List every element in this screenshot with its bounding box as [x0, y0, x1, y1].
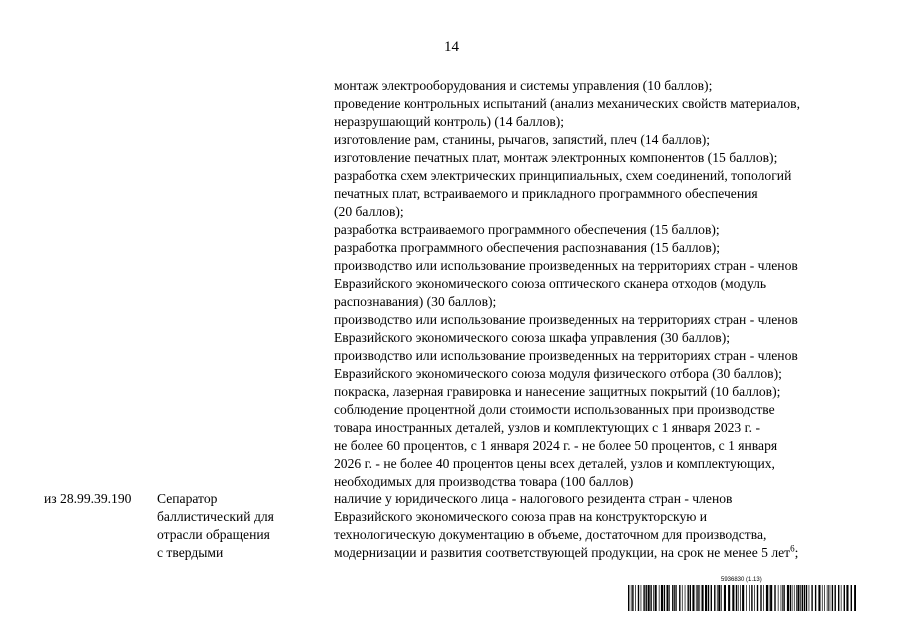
entry-requirements	[334, 490, 874, 562]
barcode-bar	[787, 585, 789, 611]
barcode-bar	[804, 585, 805, 611]
barcode-bar	[718, 585, 720, 611]
barcode-bar	[822, 585, 823, 611]
barcode-bar	[702, 585, 704, 611]
barcode-bar	[832, 585, 833, 611]
continuation-line: монтаж электрооборудования и системы управления (10 баллов);	[334, 78, 713, 93]
barcode-bar	[732, 585, 734, 611]
barcode-bar	[763, 585, 764, 611]
continuation-line: Евразийского экономического союза модуля физического отбора (30 баллов);	[334, 366, 782, 381]
continuation-line: разработка программного обеспечения распознавания (15 баллов);	[334, 240, 721, 255]
barcode-bar	[728, 585, 730, 611]
barcode-bar	[738, 585, 739, 611]
barcode-bar	[770, 585, 772, 611]
barcode-bar	[736, 585, 737, 611]
barcode-bar	[696, 585, 697, 611]
barcode-bar	[841, 585, 842, 611]
barcode-bar	[854, 585, 856, 611]
barcode-bar	[797, 585, 799, 611]
continuation-line: товара иностранных деталей, узлов и комплектующих с 1 января 2023 г. -	[334, 420, 760, 435]
product-name-line: с твердыми	[157, 545, 224, 560]
continuation-line: 2026 г. - не более 40 процентов цены всех деталей, узлов и комплектующих,	[334, 456, 775, 471]
barcode-bar	[796, 585, 797, 611]
continuation-line: печатных плат, встраиваемого и прикладного программного обеспечения	[334, 186, 758, 201]
barcode-bar	[769, 585, 770, 611]
barcode-bar	[783, 585, 784, 611]
barcode-bar	[714, 585, 715, 611]
barcode-bar	[708, 585, 709, 611]
product-name-line: отрасли обращения	[157, 527, 270, 542]
barcode-bar	[688, 585, 689, 611]
continuation-line: распознавания) (30 баллов);	[334, 294, 497, 309]
barcode-bar	[690, 585, 691, 611]
barcode-bar	[676, 585, 677, 611]
continuation-line: проведение контрольных испытаний (анализ механических свойств материалов,	[334, 96, 800, 111]
barcode-bar	[757, 585, 758, 611]
barcode-bar	[774, 585, 775, 611]
continuation-line: Евразийского экономического союза шкафа управления (30 баллов);	[334, 330, 731, 345]
continuation-line: разработка встраиваемого программного обеспечения (15 баллов);	[334, 222, 720, 237]
requirement-last-text: модернизации и развития соответствующей продукции, на срок не менее 5 лет	[334, 545, 791, 560]
product-name-line: Сепаратор	[157, 491, 218, 506]
barcode-bar	[643, 585, 644, 611]
barcode-bar	[802, 585, 803, 611]
barcode-bar	[782, 585, 783, 611]
barcode-bar	[792, 585, 793, 611]
barcode-bar	[699, 585, 700, 611]
barcode-bar	[711, 585, 712, 611]
barcode-bar	[806, 585, 807, 611]
barcode-bar	[679, 585, 680, 611]
product-name	[157, 490, 317, 562]
barcode-bar	[650, 585, 651, 611]
barcode-bar	[641, 585, 642, 611]
barcode-bar	[692, 585, 694, 611]
barcode-bar	[635, 585, 636, 611]
barcode-bar	[790, 585, 791, 611]
barcode-bar	[751, 585, 752, 611]
barcode-bar	[749, 585, 750, 611]
barcode-bar	[646, 585, 647, 611]
continuation-line: производство или использование произведенных на территориях стран - членов	[334, 258, 798, 273]
barcode-bar	[824, 585, 825, 611]
page-number: 14	[444, 39, 459, 55]
continuation-line: производство или использование произведенных на территориях стран - членов	[334, 312, 798, 327]
barcode-bar	[638, 585, 639, 611]
barcode-bar	[828, 585, 829, 611]
requirement-line: технологическую документацию в объеме, достаточном для производства,	[334, 527, 767, 542]
barcode-bar	[746, 585, 747, 611]
barcode-bar	[851, 585, 852, 611]
barcode-bar	[664, 585, 665, 611]
barcode-bar	[827, 585, 828, 611]
okpd2-code: из 28.99.39.190	[44, 491, 132, 506]
barcode-bar	[655, 585, 657, 611]
barcode-bar	[705, 585, 707, 611]
barcode-bar	[721, 585, 722, 611]
document-stamp-id: 5936830 (1.13)	[721, 577, 762, 583]
barcode-bar	[667, 585, 669, 611]
barcode-bar	[697, 585, 698, 611]
continuation-line: разработка схем электрических принципиальных, схем соединений, топологий	[334, 168, 792, 183]
barcode-bar	[811, 585, 812, 611]
requirement-tail: ;	[794, 545, 799, 560]
barcode-bar	[628, 585, 629, 611]
barcode-bar	[754, 585, 755, 611]
barcode-bar	[717, 585, 718, 611]
requirement-line: Евразийского экономического союза прав на конструкторскую и	[334, 509, 708, 524]
barcode-bar	[672, 585, 673, 611]
barcode-bar	[838, 585, 839, 611]
continuation-line: покраска, лазерная гравировка и нанесение защитных покрытий (10 баллов);	[334, 384, 781, 399]
continuation-requirements	[334, 77, 874, 491]
continuation-line: соблюдение процентной доли стоимости использованных при производстве	[334, 402, 775, 417]
barcode-bar	[661, 585, 663, 611]
barcode-bar	[632, 585, 633, 611]
footnote-mark: 6	[790, 543, 795, 554]
barcode-bar	[742, 585, 744, 611]
barcode-bar	[685, 585, 686, 611]
continuation-line: изготовление рам, станины, рычагов, запястий, плеч (14 баллов);	[334, 132, 711, 147]
continuation-line: производство или использование произведенных на территориях стран - членов	[334, 348, 798, 363]
barcode-bar	[809, 585, 810, 611]
barcode-bar	[778, 585, 779, 611]
continuation-line: не более 60 процентов, с 1 января 2024 г. - не более 50 процентов, с 1 января	[334, 438, 778, 453]
barcode-bar	[846, 585, 848, 611]
requirement-last-line	[334, 544, 874, 562]
barcode-bar	[818, 585, 820, 611]
barcode-bar	[659, 585, 660, 611]
barcode-bar	[653, 585, 654, 611]
continuation-line: Евразийского экономического союза оптического сканера отходов (модуль	[334, 276, 767, 291]
barcode-bar	[781, 585, 782, 611]
barcode-bar	[669, 585, 670, 611]
barcode-bar	[844, 585, 845, 611]
barcode-bar	[766, 585, 768, 611]
barcode-bar	[835, 585, 836, 611]
continuation-line: изготовление печатных плат, монтаж электронных компонентов (15 баллов);	[334, 150, 778, 165]
barcode-icon	[628, 585, 856, 611]
barcode-bar	[682, 585, 683, 611]
barcode-bar	[760, 585, 761, 611]
continuation-line: неразрушающий контроль) (14 баллов);	[334, 114, 565, 129]
product-name-line: баллистический для	[157, 509, 274, 524]
barcode-bar	[631, 585, 632, 611]
barcode-bar	[830, 585, 831, 611]
requirement-line: наличие у юридического лица - налогового резидента стран - членов	[334, 491, 733, 506]
barcode-bar	[674, 585, 675, 611]
continuation-line: (20 баллов);	[334, 204, 404, 219]
continuation-line: необходимых для производства товара (100 баллов)	[334, 474, 634, 489]
barcode-bar	[648, 585, 650, 611]
barcode-bar	[740, 585, 741, 611]
barcode-bar	[794, 585, 795, 611]
barcode-bar	[800, 585, 801, 611]
barcode-bar	[724, 585, 726, 611]
barcode-bar	[815, 585, 816, 611]
